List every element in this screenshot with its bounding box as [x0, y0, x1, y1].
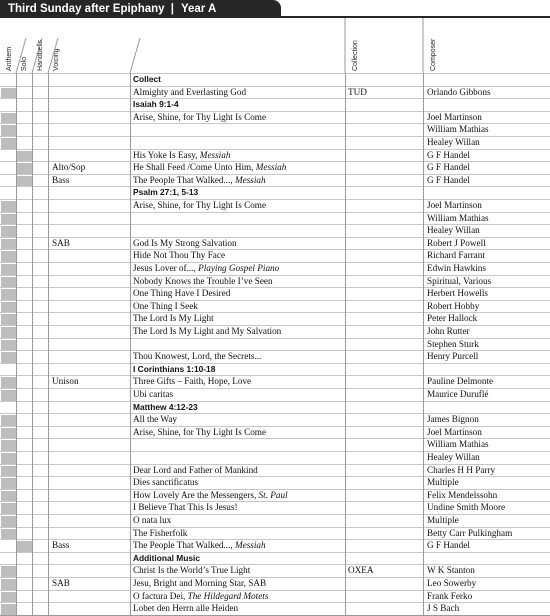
- voicing-cell: [52, 389, 128, 401]
- table-row: [0, 426, 550, 439]
- title-text: O nata lux: [133, 515, 172, 525]
- title-cell: [133, 162, 342, 174]
- title-text: The People That Walked...,: [133, 174, 235, 185]
- composer-cell: Joel Martinson: [427, 111, 482, 122]
- title-work-italic: Messiah: [235, 174, 266, 185]
- column-header-collection: Collection: [352, 40, 359, 71]
- anthem-marker: [1, 340, 16, 351]
- voicing-cell: [52, 490, 128, 502]
- anthem-marker: [1, 579, 16, 590]
- collection-cell: [348, 540, 420, 552]
- voicing-cell: [52, 477, 128, 489]
- title-text: Almighty and Everlasting God: [133, 86, 247, 97]
- header-separator: |: [170, 3, 174, 15]
- composer-cell: Joel Martinson: [427, 426, 482, 437]
- table-row: [0, 413, 550, 426]
- column-divider: [48, 73, 49, 615]
- table-row: [0, 174, 550, 187]
- column-header-voicing: Voicing: [53, 48, 60, 71]
- table-row: [0, 539, 550, 552]
- composer-cell: Orlando Gibbons: [427, 86, 491, 97]
- collection-cell: [348, 351, 420, 363]
- collection-cell: [348, 225, 420, 237]
- collection-cell: [348, 427, 420, 439]
- header-divider-line: [32, 38, 42, 73]
- table-row: [0, 136, 550, 149]
- voicing-cell: Unison: [52, 376, 79, 387]
- title-cell: [133, 225, 342, 237]
- column-header-anthem: Anthem: [6, 46, 13, 71]
- voicing-cell: [52, 263, 128, 275]
- title-cell: [133, 490, 342, 502]
- title-cell: [133, 339, 342, 351]
- composer-cell: Frank Ferko: [427, 590, 473, 601]
- table-row: [0, 287, 550, 300]
- title-cell: [133, 591, 342, 603]
- table-row: [0, 438, 550, 451]
- composer-cell: Multiple: [427, 477, 459, 488]
- table-row: [0, 564, 550, 577]
- voicing-cell: [52, 250, 128, 262]
- table-row: [0, 123, 550, 136]
- title-cell: [133, 276, 342, 288]
- composer-cell: Multiple: [427, 515, 459, 525]
- table-row: [0, 161, 550, 174]
- table-row: [0, 312, 550, 325]
- title-text: God Is My Strong Salvation: [133, 237, 237, 248]
- title-work-italic: Playing Gospel Piano: [198, 263, 280, 273]
- anthem-marker: [1, 428, 16, 439]
- anthem-marker: [1, 251, 16, 262]
- composer-cell: G F Handel: [427, 174, 470, 185]
- collection-cell: [348, 502, 420, 514]
- collection-cell: [348, 124, 420, 136]
- voicing-cell: [52, 313, 128, 325]
- collection-cell: [348, 137, 420, 149]
- title-text: One Thing Have I Desired: [133, 288, 231, 299]
- collection-cell: [348, 339, 420, 351]
- title-cell: [133, 250, 342, 262]
- anthem-marker: [1, 491, 16, 502]
- title-cell: [133, 137, 342, 149]
- title-text: Thou Knowest, Lord, the Secrets...: [133, 351, 262, 362]
- table-row: [0, 237, 550, 250]
- composer-cell: Herbert Howells: [427, 288, 488, 299]
- title-text: Arise, Shine, for Thy Light Is Come: [133, 200, 267, 210]
- title-work-italic: Messiah: [199, 149, 231, 160]
- section-row: [0, 363, 550, 376]
- collection-cell: [348, 313, 420, 325]
- page-header: [0, 0, 550, 18]
- voicing-cell: [52, 137, 128, 149]
- voicing-cell: [52, 112, 128, 124]
- title-text: The Lord Is My Light and My Salvation: [133, 326, 282, 336]
- collection-cell: [348, 263, 420, 275]
- voicing-cell: [52, 301, 128, 313]
- table-row: [0, 338, 550, 351]
- title-cell: [133, 540, 342, 552]
- voicing-cell: [52, 124, 128, 136]
- composer-cell: Leo Sowerby: [427, 578, 477, 588]
- title-text: He Shall Feed /Come Unto Him,: [133, 162, 256, 173]
- composer-cell: Felix Mendelssohn: [427, 489, 498, 500]
- column-divider: [423, 73, 424, 615]
- composer-cell: Charles H H Parry: [427, 464, 496, 475]
- anthem-marker: [1, 88, 16, 99]
- header-divider-line: [130, 38, 140, 73]
- collection-cell: [348, 250, 420, 262]
- collection-cell: [348, 213, 420, 225]
- anthem-marker: [1, 415, 16, 426]
- title-text: Hide Not Thou Thy Face: [133, 250, 226, 261]
- collection-cell: [348, 591, 420, 603]
- collection-cell: [348, 376, 420, 388]
- composer-cell: G F Handel: [427, 540, 470, 551]
- table-row: [0, 149, 550, 162]
- title-cell: [133, 313, 342, 325]
- title-text: I Believe That This Is Jesus!: [133, 502, 238, 513]
- composer-cell: G F Handel: [427, 149, 470, 160]
- collection-cell: [348, 389, 420, 401]
- title-text: How Lovely Are the Messengers,: [133, 489, 259, 500]
- voicing-cell: [52, 414, 128, 426]
- anthem-marker: [1, 314, 16, 325]
- voicing-cell: SAB: [52, 237, 70, 248]
- title-cell: [133, 389, 342, 401]
- composer-cell: William Mathias: [427, 212, 489, 223]
- section-row: [0, 98, 550, 111]
- collection-cell: [348, 162, 420, 174]
- collection-cell: [348, 150, 420, 162]
- anthem-marker: [1, 289, 16, 300]
- section-row: [0, 186, 550, 199]
- title-cell: [133, 288, 342, 300]
- section-row: [0, 552, 550, 565]
- title-cell: [133, 326, 342, 338]
- title-cell: [133, 515, 342, 527]
- voicing-cell: [52, 452, 128, 464]
- column-header-composer: Composer: [430, 38, 437, 71]
- table-row: [0, 464, 550, 477]
- section-heading: Isaiah 9:1-4: [133, 99, 179, 110]
- composer-cell: Peter Hallock: [427, 313, 478, 324]
- collection-cell: [348, 439, 420, 451]
- voicing-cell: [52, 502, 128, 514]
- anthem-marker: [1, 440, 16, 451]
- title-cell: [133, 502, 342, 514]
- composer-cell: Joel Martinson: [427, 200, 482, 210]
- composer-cell: Healey Willan: [427, 452, 480, 462]
- title-cell: [133, 414, 342, 426]
- title-text: Arise, Shine, for Thy Light Is Come: [133, 111, 267, 122]
- anthem-marker: [1, 264, 16, 275]
- title-cell: [133, 112, 342, 124]
- collection-cell: [348, 112, 420, 124]
- composer-cell: Edwin Hawkins: [427, 263, 486, 273]
- table-row: [0, 300, 550, 313]
- title-cell: [133, 150, 342, 162]
- voicing-cell: [52, 276, 128, 288]
- table-row: [0, 275, 550, 288]
- voicing-cell: [52, 213, 128, 225]
- anthem-marker: [1, 277, 16, 288]
- voicing-cell: [52, 603, 128, 615]
- header-title: [8, 1, 216, 17]
- title-text: His Yoke Is Easy,: [133, 149, 200, 160]
- title-text: Dear Lord and Father of Mankind: [133, 464, 258, 475]
- column-header-handbells: Handbells: [37, 39, 44, 71]
- title-cell: [133, 477, 342, 489]
- composer-cell: Henry Purcell: [427, 351, 479, 362]
- title-text: Christ Is the World’s True Light: [133, 565, 251, 576]
- collection-cell: [348, 465, 420, 477]
- title-text: Ubi caritas: [133, 389, 174, 399]
- table-row: [0, 577, 550, 590]
- table-row: [0, 350, 550, 363]
- section-heading: Collect: [133, 74, 161, 84]
- collection-cell: [348, 238, 420, 250]
- table-row: [0, 514, 550, 527]
- title-cell: [133, 565, 342, 577]
- collection-cell: TUD: [348, 86, 367, 97]
- section-heading: Psalm 27:1, 5-13: [133, 187, 199, 198]
- voicing-cell: Alto/Sop: [52, 162, 86, 173]
- collection-cell: [348, 326, 420, 338]
- title-cell: [133, 528, 342, 540]
- voicing-cell: Bass: [52, 174, 70, 185]
- table-row: [0, 590, 550, 603]
- title-cell: [133, 213, 342, 225]
- anthem-marker: [1, 529, 16, 540]
- title-cell: [133, 578, 342, 590]
- anthem-marker: [1, 226, 16, 237]
- solo-marker: [17, 151, 32, 162]
- table-row: [0, 199, 550, 212]
- composer-cell: Healey Willan: [427, 225, 480, 236]
- anthem-marker: [1, 377, 16, 388]
- voicing-cell: [52, 326, 128, 338]
- collection-cell: [348, 175, 420, 187]
- collection-cell: [348, 288, 420, 300]
- title-cell: [133, 263, 342, 275]
- composer-cell: Richard Farrant: [427, 250, 485, 261]
- collection-cell: [348, 452, 420, 464]
- anthem-marker: [1, 453, 16, 464]
- anthem-marker: [1, 138, 16, 149]
- column-header-dividers: [0, 18, 550, 73]
- voicing-cell: [52, 591, 128, 603]
- anthem-marker: [1, 604, 16, 615]
- voicing-cell: [52, 87, 128, 99]
- solo-marker: [17, 541, 32, 552]
- section-row: [0, 73, 550, 86]
- anthem-marker: [1, 478, 16, 489]
- composer-cell: Healey Willan: [427, 137, 480, 147]
- composer-cell: John Rutter: [427, 326, 470, 336]
- voicing-cell: [52, 528, 128, 540]
- voicing-cell: [52, 427, 128, 439]
- title-cell: [133, 200, 342, 212]
- composer-cell: W K Stanton: [427, 565, 475, 576]
- title-text: All the Way: [133, 414, 177, 425]
- title-text: Dies sanctificatus: [133, 477, 199, 488]
- collection-cell: [348, 276, 420, 288]
- title-cell: [133, 603, 342, 615]
- anthem-marker: [1, 503, 16, 514]
- title-work-italic: Messiah: [235, 540, 266, 551]
- title-text: The People That Walked...,: [133, 540, 235, 551]
- title-text: Nobody Knows the Trouble I’ve Seen: [133, 275, 273, 286]
- table-row: [0, 224, 550, 237]
- title-cell: [133, 351, 342, 363]
- composer-cell: Undine Smith Moore: [427, 502, 506, 513]
- voicing-cell: [52, 225, 128, 237]
- voicing-cell: [52, 200, 128, 212]
- collection-cell: [348, 515, 420, 527]
- column-header-solo: Solo: [21, 56, 28, 71]
- composer-cell: Stephen Sturk: [427, 338, 479, 349]
- title-cell: [133, 465, 342, 477]
- title-cell: [133, 175, 342, 187]
- anthem-marker: [1, 239, 16, 250]
- title-cell: [133, 124, 342, 136]
- anthem-marker: [1, 327, 16, 338]
- table-row: [0, 489, 550, 502]
- table-row: [0, 527, 550, 540]
- voicing-cell: [52, 465, 128, 477]
- collection-cell: [348, 490, 420, 502]
- voicing-cell: [52, 351, 128, 363]
- table-row: [0, 262, 550, 275]
- title-text: One Thing I Seek: [133, 300, 198, 311]
- composer-cell: William Mathias: [427, 124, 489, 135]
- title-cell: [133, 439, 342, 451]
- title-work-italic: Messiah: [255, 162, 287, 173]
- solo-marker: [17, 176, 32, 187]
- voicing-cell: SAB: [52, 578, 70, 588]
- voicing-cell: Bass: [52, 540, 70, 551]
- sunday-title: Third Sunday after Epiphany: [8, 3, 165, 15]
- composer-cell: Robert Hobby: [427, 300, 480, 311]
- anthem-marker: [1, 466, 16, 477]
- section-heading: Additional Music: [133, 552, 200, 563]
- title-text: O factura Dei,: [133, 590, 188, 601]
- collection-cell: OXEA: [348, 565, 374, 576]
- anthem-marker: [1, 592, 16, 603]
- collection-cell: [348, 578, 420, 590]
- column-divider: [16, 73, 17, 615]
- table-row: [0, 212, 550, 225]
- table-row: [0, 602, 550, 615]
- anthem-marker: [1, 516, 16, 527]
- anthem-marker: [1, 566, 16, 577]
- voicing-cell: [52, 515, 128, 527]
- table-row: [0, 476, 550, 489]
- anthem-marker: [1, 214, 16, 225]
- title-cell: [133, 87, 342, 99]
- title-text: Jesus Lover of...,: [133, 263, 199, 273]
- anthem-marker: [1, 201, 16, 212]
- composer-cell: Pauline Delmonte: [427, 376, 494, 387]
- title-text: The Fisherfolk: [133, 527, 188, 538]
- collection-cell: [348, 528, 420, 540]
- header-divider-line: [16, 38, 26, 73]
- collection-cell: [348, 414, 420, 426]
- column-divider: [32, 73, 33, 615]
- collection-cell: [348, 301, 420, 313]
- anthem-marker: [1, 390, 16, 401]
- voicing-cell: [52, 288, 128, 300]
- table-row: [0, 86, 550, 99]
- anthem-marker: [1, 125, 16, 136]
- title-cell: [133, 238, 342, 250]
- composer-cell: G F Handel: [427, 162, 470, 173]
- year-label: Year A: [180, 3, 217, 15]
- table-row: [0, 451, 550, 464]
- solo-marker: [17, 163, 32, 174]
- section-heading: Matthew 4:12-23: [133, 401, 198, 412]
- title-work-italic: St. Paul: [258, 489, 288, 500]
- title-text: Three Gifts – Faith, Hope, Love: [133, 376, 252, 387]
- title-cell: [133, 301, 342, 313]
- title-text: Lobet den Herrn alle Heiden: [133, 603, 239, 614]
- title-cell: [133, 427, 342, 439]
- table-row: [0, 325, 550, 338]
- column-divider: [345, 73, 346, 615]
- voicing-cell: [52, 339, 128, 351]
- collection-cell: [348, 603, 420, 615]
- section-row: [0, 401, 550, 414]
- title-cell: [133, 376, 342, 388]
- collection-cell: [348, 200, 420, 212]
- anthem-marker: [1, 113, 16, 124]
- table-row: [0, 375, 550, 388]
- header-divider-line: [48, 38, 58, 73]
- composer-cell: Robert J Powell: [427, 237, 486, 248]
- table-row: [0, 388, 550, 401]
- composer-cell: Maurice Duruflé: [427, 389, 489, 399]
- table-row: [0, 501, 550, 514]
- voicing-cell: [52, 565, 128, 577]
- title-work-italic: The Hildegard Motets: [187, 590, 269, 601]
- voicing-cell: [52, 150, 128, 162]
- title-text: Jesu, Bright and Morning Star, SAB: [133, 578, 267, 588]
- composer-cell: William Mathias: [427, 439, 489, 450]
- column-divider: [130, 73, 131, 615]
- anthem-marker: [1, 302, 16, 313]
- collection-cell: [348, 477, 420, 489]
- section-heading: I Corinthians 1:10-18: [133, 363, 216, 374]
- composer-cell: Betty Carr Pulkingham: [427, 527, 513, 538]
- composer-cell: James Bignon: [427, 414, 479, 425]
- table-row: [0, 249, 550, 262]
- voicing-cell: [52, 439, 128, 451]
- table-row: [0, 111, 550, 124]
- title-text: Arise, Shine, for Thy Light Is Come: [133, 426, 267, 437]
- composer-cell: Spiritual, Various: [427, 275, 492, 286]
- title-text: The Lord Is My Light: [133, 313, 214, 324]
- title-cell: [133, 452, 342, 464]
- anthem-marker: [1, 352, 16, 363]
- composer-cell: J S Bach: [427, 603, 460, 614]
